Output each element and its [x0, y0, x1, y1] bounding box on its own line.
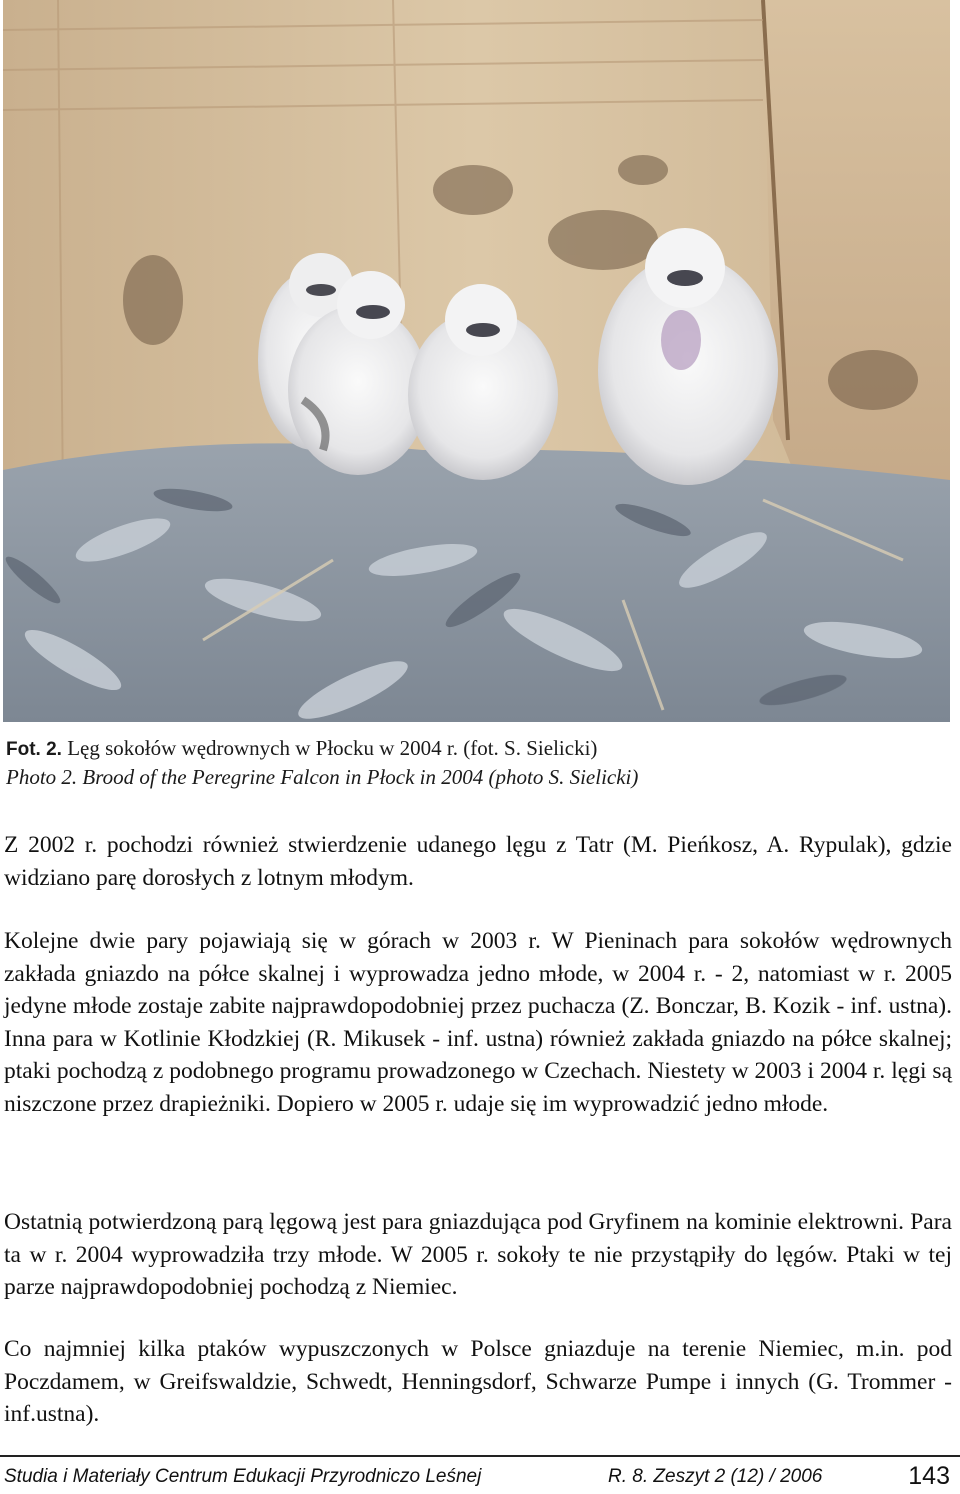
page-number: 143	[908, 1462, 950, 1490]
nest-photo-drawing	[3, 0, 950, 722]
photo-caption-en: Photo 2. Brood of the Peregrine Falcon in Płock in 2004 (photo S. Sielicki)	[6, 765, 639, 789]
journal-title: Studia i Materiały Centrum Edukacji Przyrodniczo Leśnej	[4, 1466, 482, 1487]
issue-info: R. 8. Zeszyt 2 (12) / 2006	[608, 1466, 823, 1487]
footer-rule	[0, 1455, 960, 1457]
nest-photo	[3, 0, 950, 722]
paragraph-3: Ostatnią potwierdzoną parą lęgową jest para gniazdująca pod Gryfinem na kominie elektrowni. Para ta w r. 2004 wyprowadziła trzy młode. W 2005 r. sokoły te nie przystąpiły do lęgów. Ptaki w tej parze najprawdopodobniej pochodzą z Niemiec.	[4, 1209, 952, 1300]
photo-caption-pl	[6, 736, 597, 761]
caption-label: Fot. 2.	[6, 739, 62, 760]
caption-text-pl: Lęg sokołów wędrownych w Płocku w 2004 r. (fot. S. Sielicki)	[67, 736, 598, 760]
paragraph-4: Co najmniej kilka ptaków wypuszczonych w Polsce gniazduje na terenie Niemiec, m.in. pod Poczdamem, w Greifswaldzie, Schwedt, Henningsdorf, Schwarze Pumpe i innych (G. Trommer - inf.ustna).	[4, 1336, 952, 1427]
paragraph-2: Kolejne dwie pary pojawiają się w górach w 2003 r. W Pieninach para sokołów wędrownych zakłada gniazdo na półce skalnej i wyprowadza jedno młode, w 2004 r. - 2, natomiast w r. 2005 jedyne młode zostaje zabite najprawdopodobniej przez puchacza (Z. Bonczar, B. Kozik - inf. ustna). Inna para w Kotlinie Kłodzkiej (R. Mikusek - inf. ustna) również zakłada gniazdo na półce skalnej; ptaki pochodzą z podobnego programu prowadzonego w Czechach. Niestety w 2003 i 2004 r. lęgi są niszczone przez drapieżniki. Dopiero w 2005 r. udaje się im wyprowadzić jedno młode.	[4, 928, 952, 1117]
paragraph-1: Z 2002 r. pochodzi również stwierdzenie udanego lęgu z Tatr (M. Pieńkosz, A. Rypulak), gdzie widziano parę dorosłych z lotnym młodym.	[4, 832, 952, 891]
